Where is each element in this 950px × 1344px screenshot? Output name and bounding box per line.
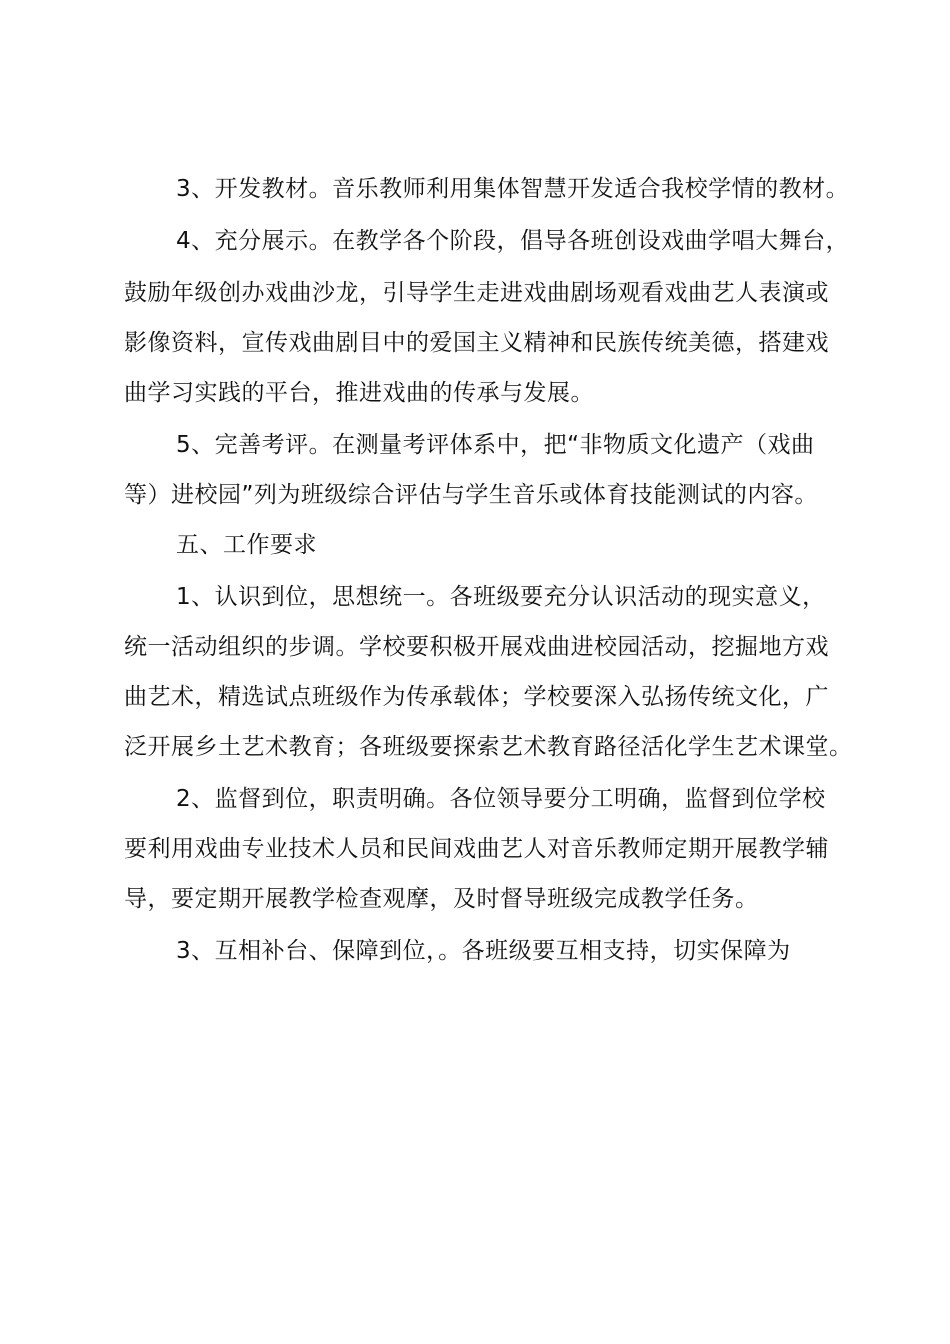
requirement-1-line-2: 统一活动组织的步调。学校要积极开展戏曲进校园活动，挖掘地方戏	[124, 634, 829, 660]
requirement-1-line-1: 1、认识到位，思想统一。各班级要充分认识活动的现实意义，	[176, 584, 826, 610]
requirement-1-line-4: 泛开展乡土艺术教育；各班级要探索艺术教育路径活化学生艺术课堂。	[124, 734, 853, 760]
section-heading: 五、工作要求	[176, 532, 317, 558]
requirement-2-line-2: 要利用戏曲专业技术人员和民间戏曲艺人对音乐教师定期开展教学辅	[124, 836, 829, 862]
paragraph-3-line-1: 3、开发教材。音乐教师利用集体智慧开发适合我校学情的教材。	[176, 176, 850, 202]
paragraph-4-line-2: 鼓励年级创办戏曲沙龙，引导学生走进戏曲剧场观看戏曲艺人表演或	[124, 280, 829, 306]
paragraph-4-line-3: 影像资料，宣传戏曲剧目中的爱国主义精神和民族传统美德，搭建戏	[124, 330, 829, 356]
paragraph-5-line-2: 等）进校园”列为班级综合评估与学生音乐或体育技能测试的内容。	[124, 482, 818, 508]
paragraph-5-line-1: 5、完善考评。在测量考评体系中，把“非物质文化遗产（戏曲	[176, 432, 815, 458]
requirement-2-line-3: 导，要定期开展教学检查观摩，及时督导班级完成教学任务。	[124, 886, 759, 912]
paragraph-4-line-4: 曲学习实践的平台，推进戏曲的传承与发展。	[124, 380, 594, 406]
requirement-2-line-1: 2、监督到位，职责明确。各位领导要分工明确，监督到位学校	[176, 786, 826, 812]
requirement-3-line-1: 3、互相补台、保障到位，。各班级要互相支持，切实保障为	[176, 938, 791, 964]
paragraph-4-line-1: 4、充分展示。在教学各个阶段，倡导各班创设戏曲学唱大舞台，	[176, 228, 850, 254]
requirement-1-line-3: 曲艺术，精选试点班级作为传承载体；学校要深入弘扬传统文化，广	[124, 684, 829, 710]
